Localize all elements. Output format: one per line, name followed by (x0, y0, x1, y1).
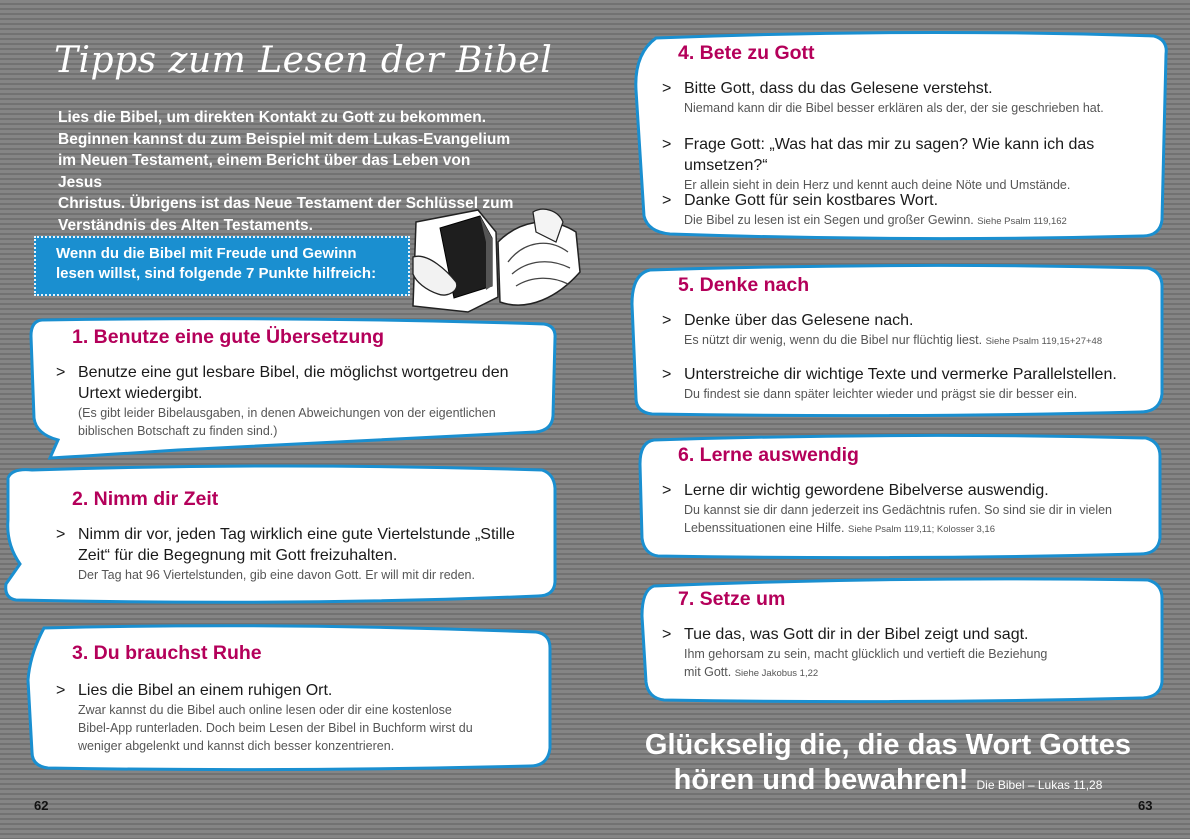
tip-card-1 (28, 318, 558, 458)
tip-point (662, 364, 1162, 403)
tip-point-text: > Bitte Gott, dass du das Gelesene verstehst. (662, 78, 1162, 99)
tip-point (662, 480, 1162, 539)
quote-line-1: Glückselig die, die das Wort Gottes (644, 729, 1132, 761)
tip-heading: 4. Bete zu Gott (678, 42, 815, 64)
tip-point (662, 310, 1162, 351)
intro-line: Verständnis des Alten Testaments. (58, 216, 313, 234)
tip-card-3 (24, 624, 554, 774)
tip-heading: 6. Lerne auswendig (678, 444, 859, 466)
tip-point-explanation: Zwar kannst du die Bibel auch online lesen oder dir eine kostenlose Bibel-App runterladen. Doch beim Lesen der Bibel in Buchform wirst du weniger abgelenkt und kannst dich besser konzentrieren. (78, 703, 473, 753)
tip-point-explanation: (Es gibt leider Bibelausgaben, in denen Abweichungen von der eigentlichen biblischen Botschaft zu finden sind.) (78, 406, 496, 438)
page-title: Tipps zum Lesen der Bibel (54, 40, 553, 81)
tip-point (56, 362, 536, 440)
tip-point-text: > Denke über das Gelesene nach. (662, 310, 1162, 331)
tip-point-text: > Benutze eine gut lesbare Bibel, die möglichst wortgetreu den Urtext wiedergibt. (56, 362, 536, 404)
tip-point-text: > Unterstreiche dir wichtige Texte und vermerke Parallelstellen. (662, 364, 1162, 385)
hands-holding-bible-illustration (408, 202, 583, 317)
page-number-right: 63 (1138, 798, 1153, 813)
bible-reference: Siehe Psalm 119,11; Kolosser 3,16 (848, 524, 996, 535)
tip-point (56, 524, 536, 584)
tip-point-text: > Lerne dir wichtig gewordene Bibelverse auswendig. (662, 480, 1162, 501)
tip-point-text: > Lies die Bibel an einem ruhigen Ort. (56, 680, 536, 701)
tip-card-4 (630, 30, 1170, 244)
page-number-left: 62 (34, 798, 49, 813)
intro-line: im Neuen Testament, einem Bericht über das Leben von Jesus (58, 152, 471, 191)
tip-heading: 5. Denke nach (678, 274, 810, 296)
tip-point-explanation: Es nützt dir wenig, wenn du die Bibel nur flüchtig liest. Siehe Psalm 119,15+27+48 (684, 333, 1103, 347)
tip-card-7 (640, 576, 1166, 706)
tip-point (662, 190, 1162, 231)
tip-point-text: > Nimm dir vor, jeden Tag wirklich eine gute Viertelstunde „Stille Zeit“ für die Begegnung mit Gott freizuhalten. (56, 524, 536, 566)
closing-quote (628, 728, 1148, 803)
tip-point-explanation: Der Tag hat 96 Viertelstunden, gib eine davon Gott. Er will mit dir reden. (78, 568, 475, 582)
callout-line: lesen willst, sind folgende 7 Punkte hilfreich: (56, 265, 377, 282)
tip-point-explanation: Ihm gehorsam zu sein, macht glücklich und vertieft die Beziehung mit Gott. Siehe Jakobus 1,22 (684, 647, 1048, 679)
tip-card-5 (628, 264, 1166, 420)
tip-point-explanation: Er allein sieht in dein Herz und kennt auch deine Nöte und Umstände. (684, 178, 1071, 192)
tip-card-6 (636, 434, 1164, 562)
tip-point (56, 680, 536, 755)
tip-point-text: > Frage Gott: „Was hat das mir zu sagen? Wie kann ich das umsetzen?“ (662, 134, 1172, 176)
tip-point (662, 78, 1162, 117)
quote-reference: Die Bibel – Lukas 11,28 (976, 778, 1103, 792)
quote-line-2: hören und bewahren! Die Bibel – Lukas 11,28 (673, 764, 1103, 796)
tip-point-explanation: Du kannst sie dir dann jederzeit ins Gedächtnis rufen. So sind sie dir in vielen Lebenssituationen eine Hilfe. Siehe Psalm 119,11; Kolosser 3,16 (684, 503, 1113, 535)
tip-heading: 2. Nimm dir Zeit (72, 488, 219, 510)
tip-point-text: > Tue das, was Gott dir in der Bibel zeigt und sagt. (662, 624, 1162, 645)
tip-point-explanation: Die Bibel zu lesen ist ein Segen und großer Gewinn. Siehe Psalm 119,162 (684, 213, 1067, 227)
tip-point-explanation: Niemand kann dir die Bibel besser erklären als der, der sie geschrieben hat. (684, 101, 1104, 115)
intro-line: Lies die Bibel, um direkten Kontakt zu Gott zu bekommen. (58, 109, 487, 126)
tip-heading: 1. Benutze eine gute Übersetzung (72, 326, 385, 348)
bible-reference: Siehe Psalm 119,15+27+48 (985, 336, 1103, 347)
callout-line: Wenn du die Bibel mit Freude und Gewinn (56, 245, 357, 262)
tip-point (662, 624, 1162, 683)
tip-card-2 (2, 464, 557, 604)
tip-point (662, 134, 1172, 194)
intro-line: Beginnen kannst du zum Beispiel mit dem Lukas-Evangelium (58, 130, 511, 148)
tip-heading: 7. Setze um (678, 588, 786, 610)
tip-heading: 3. Du brauchst Ruhe (72, 642, 262, 664)
intro-line: Christus. Übrigens ist das Neue Testament der Schlüssel zum (58, 195, 514, 212)
tip-point-text: > Danke Gott für sein kostbares Wort. (662, 190, 1162, 211)
seven-points-callout (34, 236, 410, 296)
tip-point-explanation: Du findest sie dann später leichter wieder und prägst sie dir besser ein. (684, 387, 1078, 401)
bible-reference: Siehe Psalm 119,162 (977, 216, 1067, 227)
bible-reference: Siehe Jakobus 1,22 (734, 668, 819, 679)
